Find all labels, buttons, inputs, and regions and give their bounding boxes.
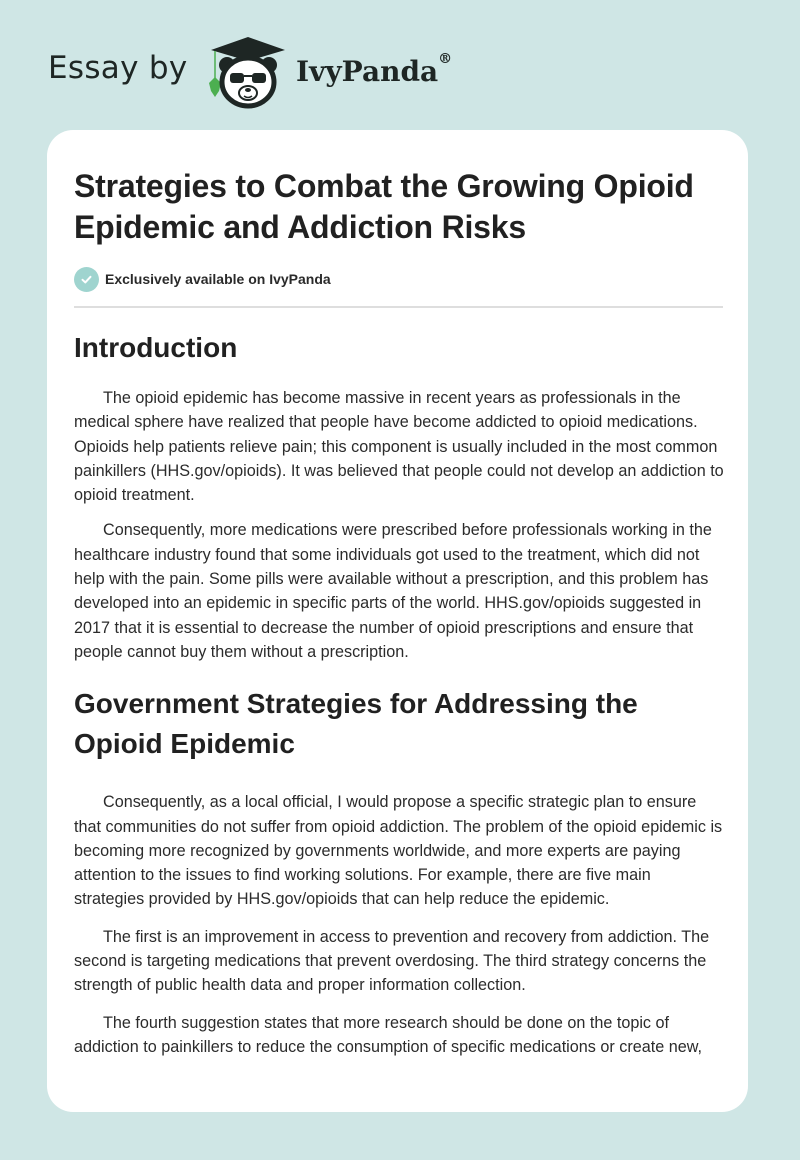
essay-by-label: Essay by [48,50,188,86]
badge-text: Exclusively available on IvyPanda [105,271,331,287]
title-divider [74,306,723,308]
paragraph: Consequently, more medications were prescribed before professionals working in the healthcare industry found that some individuals got used to the treatment, which did not help with the pain. Some pills were available without a prescription, and this problem has developed into an epidemic in specific parts of the world. HHS.gov/opioids suggested in 2017 that it is essential to decrease the number of opioid prescriptions and ensure that people cannot buy them without a prescription. [74,521,712,661]
section-heading: Introduction [74,332,238,363]
brand-name[interactable]: IvyPanda® [296,51,453,88]
exclusive-badge [74,265,724,293]
paragraph: Consequently, as a local official, I would propose a specific strategic plan to ensure that communities do not suffer from opioid addiction. The problem of the opioid epidemic is becoming more recognized by governments worldwide, and more experts are paying attention to the issues to find working solutions. For example, there are five main strategies provided by HHS.gov/opioids that can help reduce the epidemic. [74,793,723,909]
site-header [0,0,800,130]
section-heading: Government Strategies for Addressing the Opioid Epidemic [74,688,638,760]
check-circle-icon [74,267,99,292]
paragraph: The opioid epidemic has become massive in recent years as professionals in the medical sphere have realized that people have become addicted to opioid medications. Opioids help patients relieve pain; this component is usually included in the most common painkillers (HHS.gov/opioids). It was believed that people could not develop an addiction to opioid treatment. [74,389,724,505]
essay-card [47,130,748,1112]
panda-graduate-icon[interactable] [203,35,293,109]
paragraph: The fourth suggestion states that more research should be done on the topic of addiction to painkillers to reduce the consumption of specific medications or create new, [74,1013,703,1056]
paragraph: The first is an improvement in access to prevention and recovery from addiction. The second is targeting medications that prevent overdosing. The third strategy concerns the strength of public health data and proper information collection. [74,927,710,995]
essay-title: Strategies to Combat the Growing Opioid Epidemic and Addiction Risks [74,168,694,245]
